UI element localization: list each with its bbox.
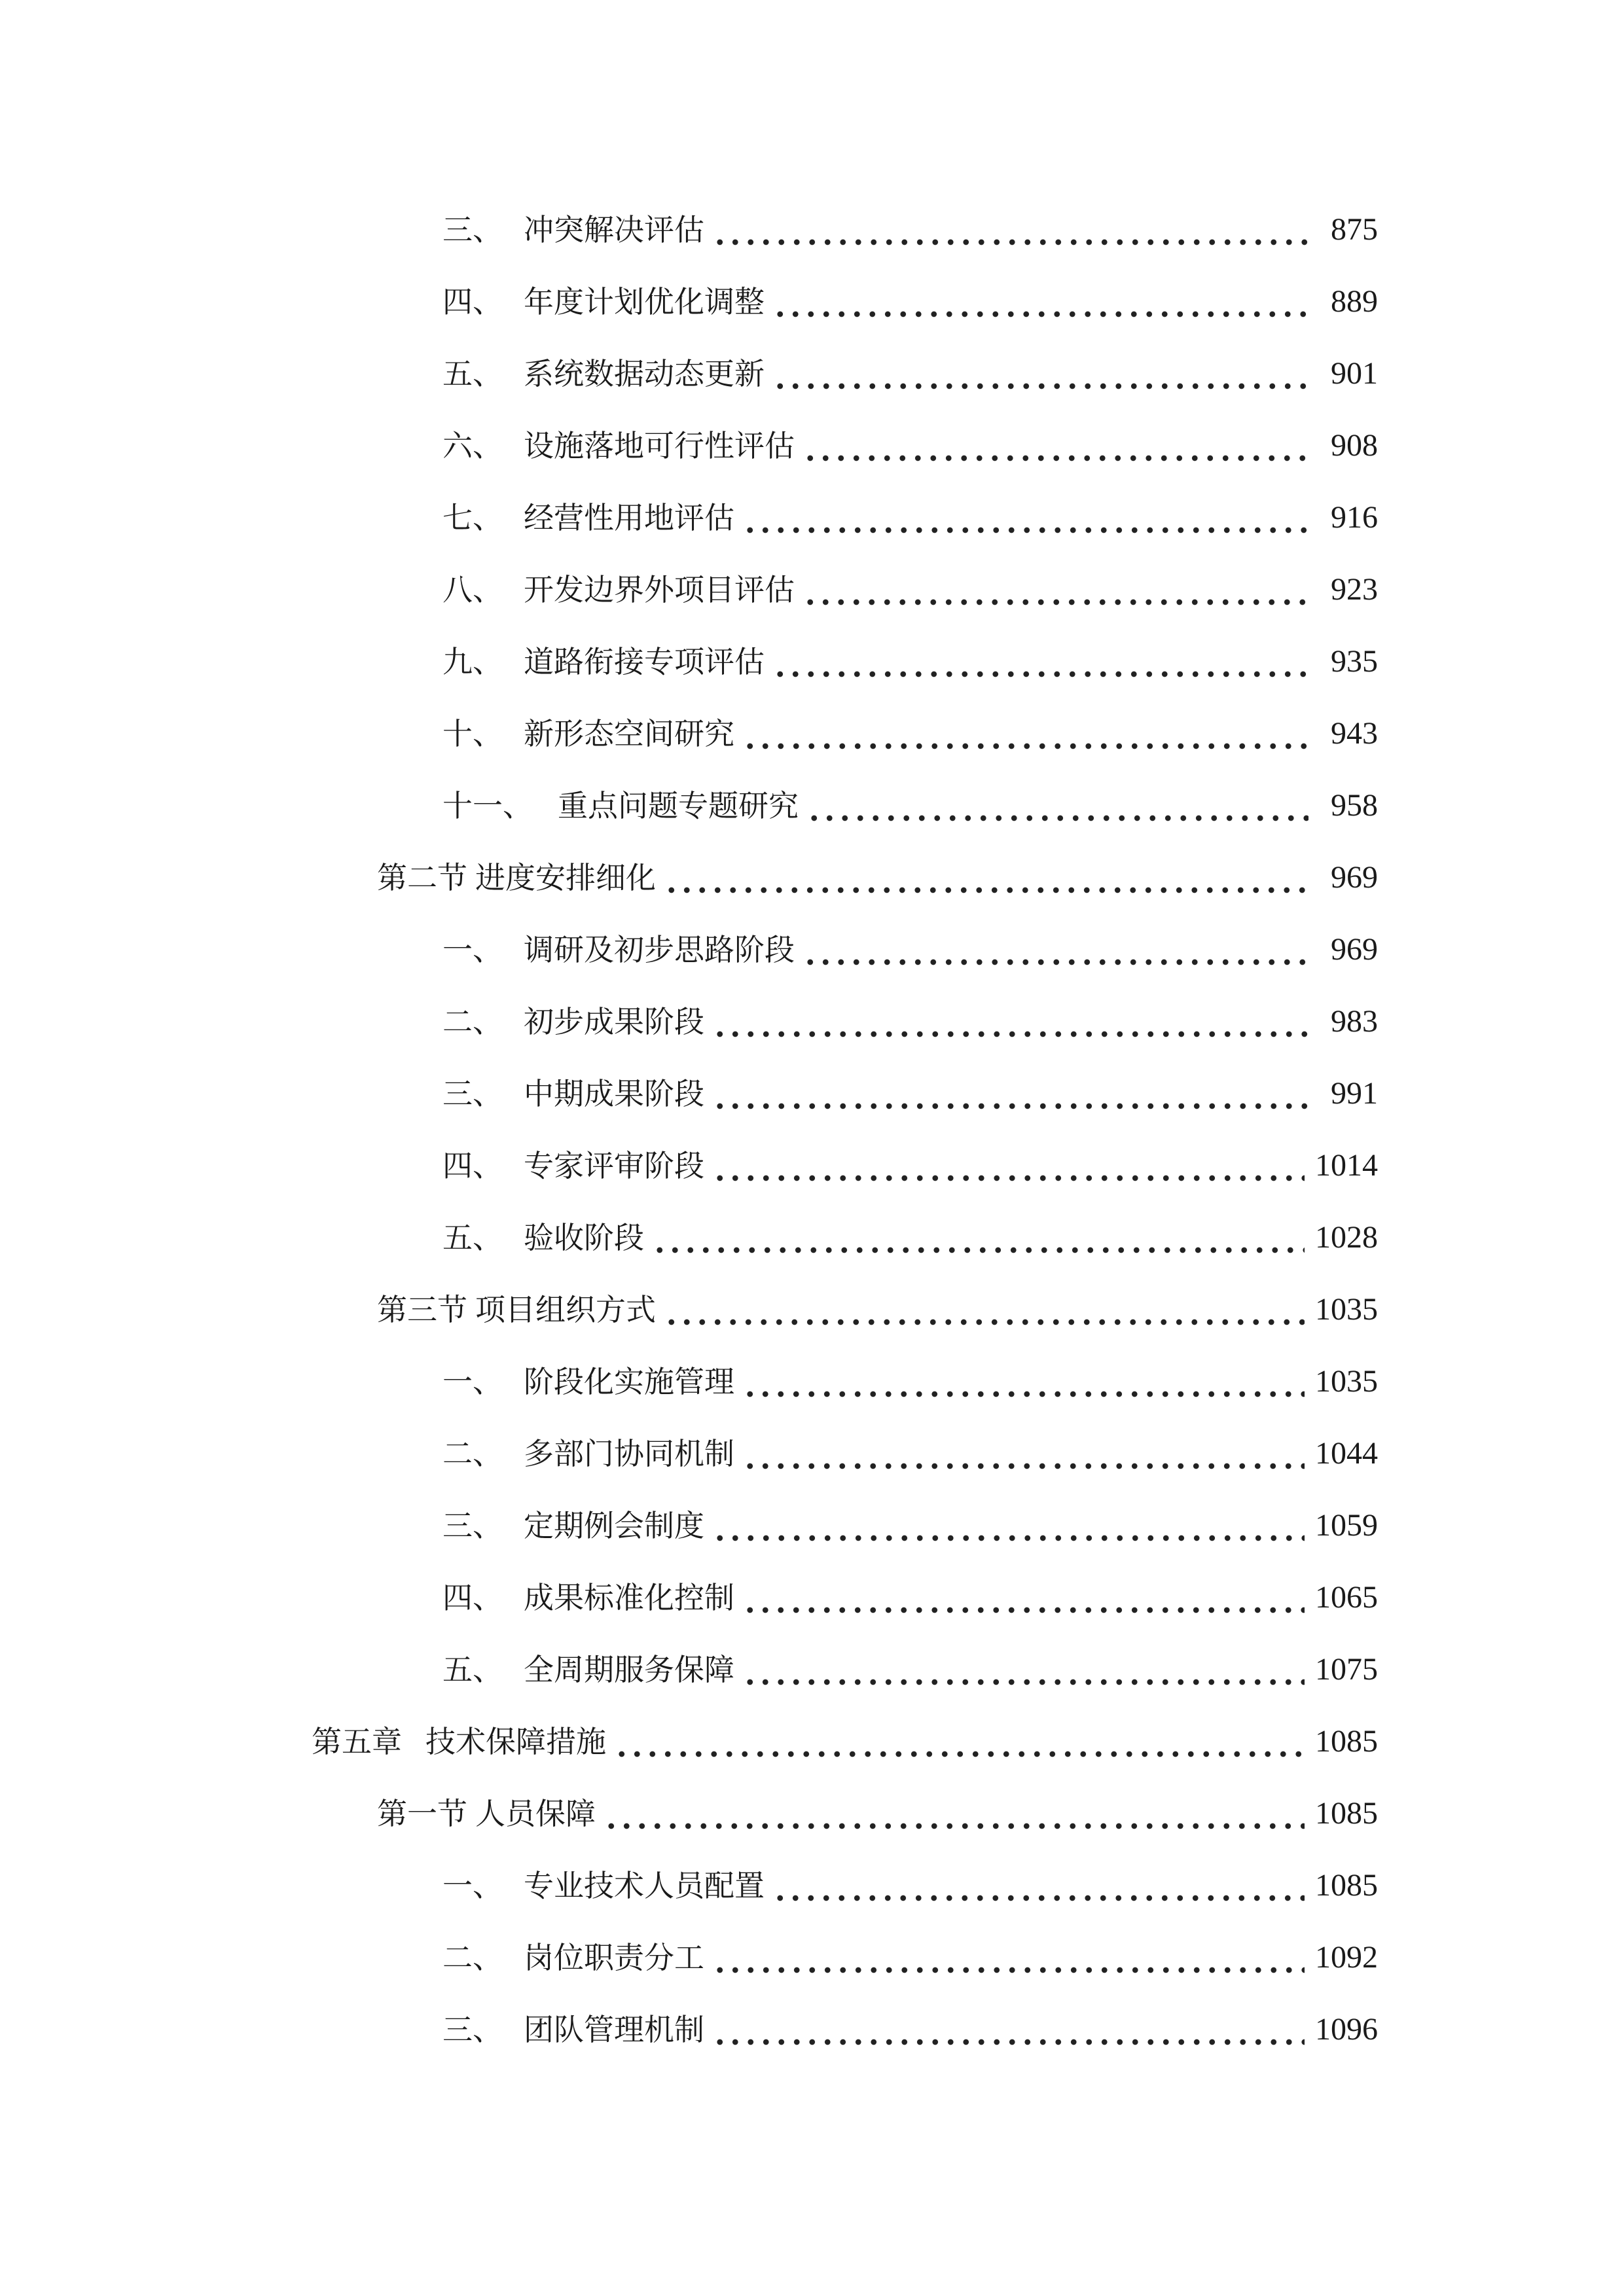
dot-leader [772,276,1308,328]
dot-leader [712,1499,1305,1552]
toc-entry[interactable] [442,1931,1378,1984]
dot-leader [803,564,1308,616]
dot-leader [652,1211,1305,1264]
toc-entry-number: 第五章 [312,1724,402,1759]
toc-entry-page: 1075 [1315,1652,1378,1687]
toc-entry-number: 四、 [442,1148,503,1183]
toc-entry-number: 三、 [442,1076,503,1111]
toc-entry-number: 二、 [442,1436,503,1471]
toc-entry-title: 系统数据动态更新 [524,356,765,391]
dot-leader [604,1787,1305,1840]
toc-entry[interactable] [442,204,1378,256]
toc-entry-title: 全周期服务保障 [524,1652,734,1687]
dot-leader [664,852,1308,904]
toc-entry-page: 983 [1331,1004,1378,1039]
dot-leader [712,2003,1305,2056]
toc-entry-page: 958 [1331,788,1378,823]
toc-entry-title: 岗位职责分工 [524,1940,704,1975]
toc-entry-number: 一、 [442,1364,503,1399]
dot-leader [712,1067,1308,1120]
toc-entry-number: 十、 [442,716,503,751]
toc-entry[interactable] [442,1571,1378,1624]
toc-entry[interactable] [442,1859,1378,1912]
dot-leader [806,780,1308,832]
dot-leader [712,1139,1305,1192]
toc-entry[interactable] [442,924,1378,976]
toc-entry-page: 969 [1331,932,1378,967]
toc-entry[interactable] [442,348,1378,400]
toc-entry[interactable] [442,1139,1378,1192]
toc-entry-number: 五、 [442,1220,503,1255]
dot-leader [712,204,1308,256]
toc-entry-title: 经营性用地评估 [524,500,734,535]
toc-entry-number: 五、 [442,1652,503,1687]
dot-leader [772,1859,1305,1912]
toc-entry-number: 第二节 [377,860,467,895]
toc-entry-section[interactable] [377,1283,1378,1336]
dot-leader [772,636,1308,688]
toc-entry-page: 1035 [1315,1364,1378,1399]
toc-entry-page: 969 [1331,860,1378,895]
toc-entry-number: 二、 [442,1004,503,1039]
toc-entry-page: 1085 [1315,1796,1378,1831]
toc-entry-page: 901 [1331,356,1378,391]
toc-entry-page: 1028 [1315,1220,1378,1255]
dot-leader [742,708,1308,760]
toc-entry-number: 三、 [442,212,503,247]
dot-leader [742,1427,1305,1480]
dot-leader [803,924,1308,976]
toc-entry-page: 923 [1331,572,1378,607]
toc-entry-title: 开发边界外项目评估 [524,572,795,607]
dot-leader [742,1643,1305,1696]
toc-entry-title: 定期例会制度 [524,1508,704,1543]
toc-entry[interactable] [442,780,1378,832]
toc-entry-title: 重点问题专题研究 [558,788,799,823]
dot-leader [772,348,1308,400]
dot-leader [614,1715,1305,1768]
toc-entry-title: 设施落地可行性评估 [524,428,795,463]
toc-entry-title: 阶段化实施管理 [524,1364,734,1399]
dot-leader [742,492,1308,544]
toc-entry-title: 进度安排细化 [475,860,656,895]
dot-leader [712,1931,1305,1984]
toc-entry[interactable] [442,492,1378,544]
toc-entry-title: 道路衔接专项评估 [524,644,765,679]
toc-entry-number: 三、 [442,1508,503,1543]
toc-entry-title: 初步成果阶段 [524,1004,704,1039]
toc-entry-page: 1096 [1315,2012,1378,2047]
toc-entry-number: 五、 [442,356,503,391]
toc-entry[interactable] [442,276,1378,328]
toc-entry-number: 八、 [442,572,503,607]
toc-entry-page: 916 [1331,500,1378,535]
toc-entry-page: 1035 [1315,1292,1378,1327]
toc-entry-number: 六、 [442,428,503,463]
toc-entry-page: 889 [1331,284,1378,319]
toc-entry[interactable] [442,1427,1378,1480]
toc-entry-number: 二、 [442,1940,503,1975]
toc-entry-number: 九、 [442,644,503,679]
toc-entry-number: 一、 [442,932,503,967]
toc-entry-title: 技术保障措施 [425,1724,606,1759]
toc-entry-page: 991 [1331,1076,1378,1111]
dot-leader [742,1355,1305,1408]
toc-entry-title: 中期成果阶段 [524,1076,704,1111]
toc-entry-number: 四、 [442,1580,503,1615]
toc-entry-page: 1085 [1315,1724,1378,1759]
toc-entry-title: 项目组织方式 [475,1292,656,1327]
dot-leader [664,1283,1305,1336]
toc-entry[interactable] [442,1067,1378,1120]
toc-entry-title: 专业技术人员配置 [524,1868,765,1903]
toc-entry-page: 908 [1331,428,1378,463]
toc-entry-title: 专家评审阶段 [524,1148,704,1183]
toc-entry[interactable] [442,1355,1378,1408]
toc-entry-title: 冲突解决评估 [524,212,704,247]
toc-entry-number: 第三节 [377,1292,467,1327]
toc-entry[interactable] [442,564,1378,616]
toc-entry-number: 三、 [442,2012,503,2047]
toc-entry-section[interactable] [377,852,1378,904]
toc-entry-page: 1014 [1315,1148,1378,1183]
toc-entry-chapter[interactable] [312,1715,1378,1768]
toc-entry-number: 七、 [442,500,503,535]
toc-entry-number: 一、 [442,1868,503,1903]
toc-entry-title: 人员保障 [475,1796,596,1831]
toc-entry-number: 十一、 [442,788,533,823]
toc-entry-page: 943 [1331,716,1378,751]
dot-leader [803,420,1308,472]
toc-entry[interactable] [442,708,1378,760]
toc-entry-title: 多部门协同机制 [524,1436,734,1471]
toc-entry[interactable] [442,636,1378,688]
toc-entry-page: 1092 [1315,1940,1378,1975]
toc-entry[interactable] [442,420,1378,472]
toc-entry[interactable] [442,2003,1378,2056]
toc-entry-title: 验收阶段 [524,1220,644,1255]
toc-entry-page: 1065 [1315,1580,1378,1615]
dot-leader [712,996,1308,1048]
toc-entry-title: 新形态空间研究 [524,716,734,751]
toc-entry-page: 1044 [1315,1436,1378,1471]
toc-entry[interactable] [442,1643,1378,1696]
toc-entry-title: 团队管理机制 [524,2012,704,2047]
toc-entry-page: 1085 [1315,1868,1378,1903]
toc-entry-number: 四、 [442,284,503,319]
toc-entry-page: 875 [1331,212,1378,247]
dot-leader [742,1571,1305,1624]
toc-entry-title: 调研及初步思路阶段 [524,932,795,967]
toc-entry[interactable] [442,996,1378,1048]
toc-entry-page: 935 [1331,644,1378,679]
toc-entry[interactable] [442,1211,1378,1264]
toc-entry-page: 1059 [1315,1508,1378,1543]
toc-entry-section[interactable] [377,1787,1378,1840]
toc-entry-title: 成果标准化控制 [524,1580,734,1615]
toc-entry-title: 年度计划优化调整 [524,284,765,319]
toc-entry[interactable] [442,1499,1378,1552]
toc-entry-number: 第一节 [377,1796,467,1831]
